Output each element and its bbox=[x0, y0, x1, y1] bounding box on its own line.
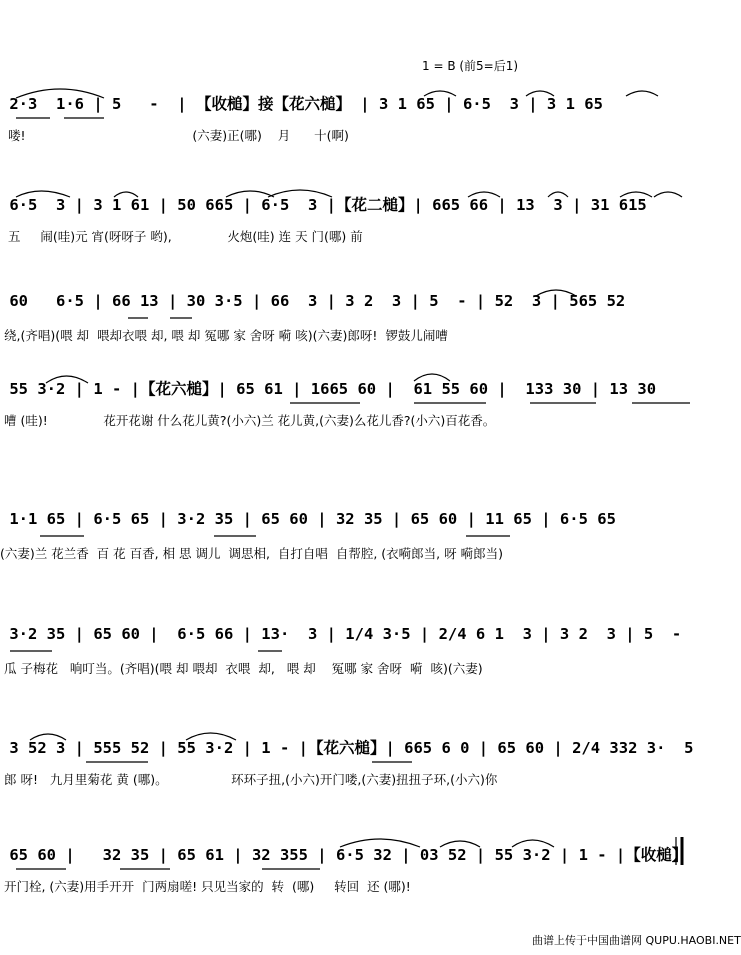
notation-line bbox=[0, 736, 700, 766]
system-1 bbox=[0, 92, 700, 172]
lyrics-line bbox=[0, 411, 700, 431]
system-8 bbox=[0, 843, 700, 923]
notation-line bbox=[0, 193, 700, 223]
lyrics-line bbox=[0, 659, 700, 679]
notation-line bbox=[0, 292, 700, 322]
lyrics-line bbox=[0, 877, 700, 897]
system-4 bbox=[0, 377, 700, 457]
lyrics-line bbox=[0, 227, 700, 247]
notation-line bbox=[0, 377, 700, 407]
notation-text: 55 3·2 | 1 - |【花六槌】| 65 61 | 1665 60 | 61 55 60 | 133 30 | 13 30 bbox=[0, 380, 657, 398]
lyrics-text: 喽! (六妻)正(哪) 月 十(啊) bbox=[0, 128, 349, 143]
system-2 bbox=[0, 193, 700, 273]
notation-text: 60 6·5 | 66 13 | 30 3·5 | 66 3 | 3 2 3 | 5 - | 52 3 | 565 52 bbox=[0, 292, 626, 310]
notation-text: 2·3 1·6 | 5 - | 【收槌】接【花六槌】 | 3 1 65 | 6·5 3 | 3 1 65 bbox=[0, 95, 603, 113]
lyrics-line bbox=[0, 326, 700, 346]
system-6 bbox=[0, 625, 700, 705]
system-7 bbox=[0, 736, 700, 816]
notation-text: 3·2 35 | 65 60 | 6·5 66 | 13· 3 | 1/4 3·5 | 2/4 6 1 3 | 3 2 3 | 5 - bbox=[0, 625, 682, 643]
notation-line bbox=[0, 510, 700, 540]
notation-line bbox=[0, 625, 700, 655]
notation-text: 65 60 | 32 35 | 65 61 | 32 355 | 6·5 32 | 03 52 | 55 3·2 | 1 - |【收槌】 bbox=[0, 846, 688, 864]
lyrics-line bbox=[0, 770, 700, 790]
lyrics-text: 五 闹(哇)元 宵(呀呀子 哟), 火炮(哇) 连 天 门(哪) 前 bbox=[0, 229, 363, 244]
notation-text: 1·1 65 | 6·5 65 | 3·2 35 | 65 60 | 32 35 | 65 60 | 11 65 | 6·5 65 bbox=[0, 510, 616, 528]
system-5 bbox=[0, 510, 700, 590]
lyrics-text: 开门栓, (六妻)用手开开 门两扇嗟! 只见当家的 转 (哪) 转回 还 (哪)! bbox=[0, 879, 411, 894]
source-footer: 曲谱上传于中国曲谱网 QUPU.HAOBI.NET bbox=[532, 934, 741, 947]
notation-text: 3 52 3 | 555 52 | 55 3·2 | 1 - |【花六槌】| 665 6 0 | 65 60 | 2/4 332 3· 5 bbox=[0, 739, 694, 757]
notation-line bbox=[0, 92, 700, 122]
lyrics-line bbox=[0, 126, 700, 146]
lyrics-text: 嘈 (哇)! 花开花谢 什么花儿黄?(小六)兰 花儿黄,(六妻)么花儿香?(小六)百花香。 bbox=[0, 413, 496, 428]
notation-text: 6·5 3 | 3 1 61 | 50 665 | 6·5 3 |【花二槌】| 665 66 | 13 3 | 31 615 bbox=[0, 196, 647, 214]
lyrics-text: 瓜 子梅花 响叮当。(齐唱)(喂 却 喂却 衣喂 却, 喂 却 冤哪 家 舍呀 嗬 咳)(六妻) bbox=[0, 661, 483, 676]
key-signature: 1 = B (前5=后1) bbox=[422, 59, 519, 73]
notation-line bbox=[0, 843, 700, 873]
system-3 bbox=[0, 292, 700, 372]
lyrics-text: 绕,(齐唱)(喂 却 喂却衣喂 却, 喂 却 冤哪 家 舍呀 嗬 咳)(六妻)郎呀! 锣鼓儿闹嘈 bbox=[0, 328, 448, 343]
lyrics-text: (六妻)兰 花兰香 百 花 百香, 相 思 调儿 调思相, 自打自唱 自帮腔, (衣嗬郎当, 呀 嗬郎当) bbox=[0, 546, 503, 561]
lyrics-line bbox=[0, 544, 700, 564]
lyrics-text: 郎 呀! 九月里菊花 黄 (哪)。 环环子扭,(小六)开门喽,(六妻)扭扭子环,(小六)你 bbox=[0, 772, 498, 787]
